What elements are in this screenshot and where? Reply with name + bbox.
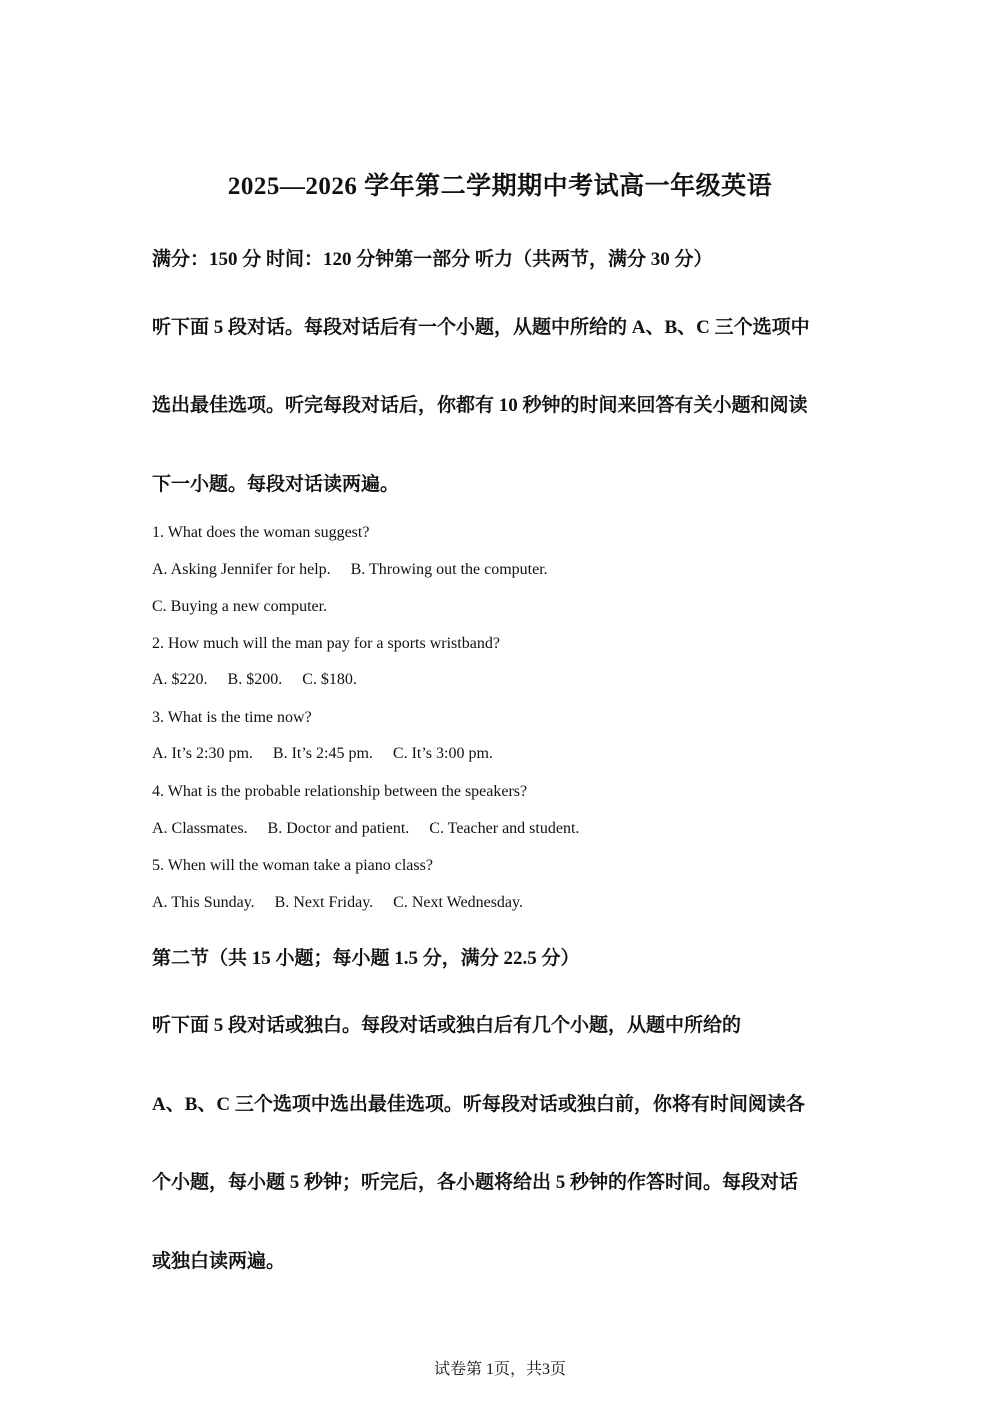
question-options: A. This Sunday. B. Next Friday. C. Next Wednesday. <box>152 894 523 911</box>
section2-heading: 第二节（共 15 小题；每小题 1.5 分，满分 22.5 分） <box>152 948 580 969</box>
section2-instruction-line: 听下面 5 段对话或独白。每段对话或独白后有几个小题，从题中所给的 <box>152 1015 742 1036</box>
section2-instruction-line: 或独白读两遍。 <box>152 1251 286 1272</box>
question-stem: 1. What does the woman suggest? <box>152 524 370 541</box>
exam-title: 2025—2026 学年第二学期期中考试高一年级英语 <box>227 173 773 200</box>
section1-instruction-line: 下一小题。每段对话读两遍。 <box>152 474 400 495</box>
question-options: C. Buying a new computer. <box>152 598 328 615</box>
section2-instruction-line: 个小题，每小题 5 秒钟；听完后，各小题将给出 5 秒钟的作答时间。每段对话 <box>152 1172 799 1193</box>
question-stem: 5. When will the woman take a piano class? <box>152 857 433 874</box>
question-options: A. It’s 2:30 pm. B. It’s 2:45 pm. C. It’s 3:00 pm. <box>152 745 493 762</box>
section1-instruction-line: 选出最佳选项。听完每段对话后，你都有 10 秒钟的时间来回答有关小题和阅读 <box>152 395 808 416</box>
question-stem: 2. How much will the man pay for a sports wristband? <box>152 635 500 652</box>
section2-instruction-line: A、B、C 三个选项中选出最佳选项。听每段对话或独白前，你将有时间阅读各 <box>152 1094 805 1115</box>
question-options: A. $220. B. $200. C. $180. <box>152 671 357 688</box>
exam-info-line: 满分：150 分 时间：120 分钟第一部分 听力（共两节，满分 30 分） <box>152 249 713 270</box>
question-stem: 3. What is the time now? <box>152 709 312 726</box>
question-options: A. Classmates. B. Doctor and patient. C. Teacher and student. <box>152 820 580 837</box>
question-options: A. Asking Jennifer for help. B. Throwing out the computer. <box>152 561 548 578</box>
question-stem: 4. What is the probable relationship between the speakers? <box>152 783 528 800</box>
page-footer: 试卷第 1页，共3页 <box>433 1361 566 1378</box>
section1-instruction-line: 听下面 5 段对话。每段对话后有一个小题，从题中所给的 A、B、C 三个选项中 <box>152 317 810 338</box>
